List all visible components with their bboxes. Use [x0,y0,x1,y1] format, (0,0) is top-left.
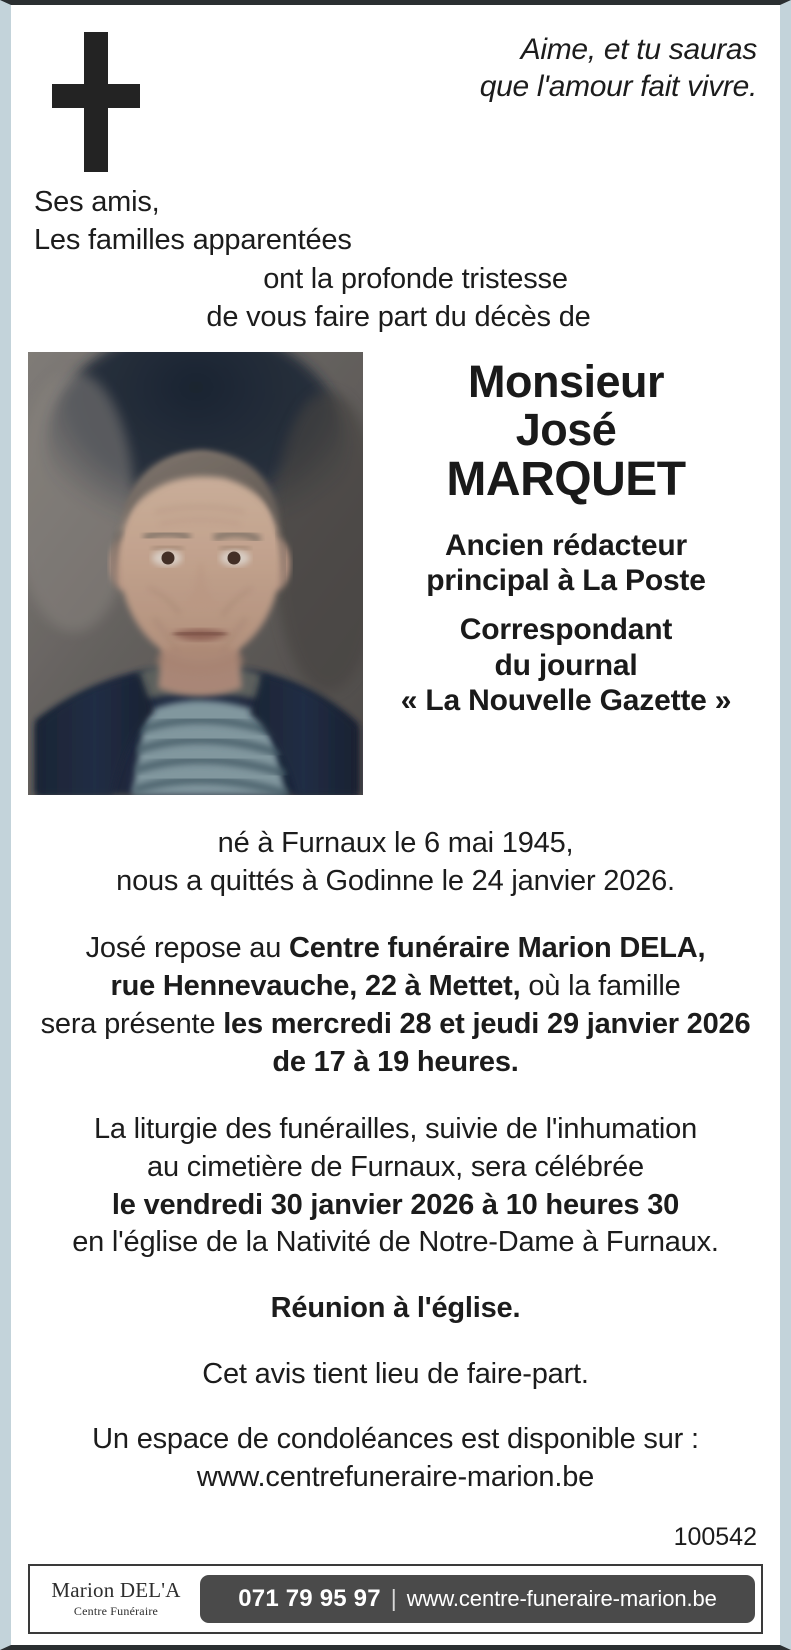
liturgy-line-1: La liturgie des funérailles, suivie de l'inhumation [93,1113,698,1146]
epitaph-line-1: Aime, et tu sauras [520,33,757,66]
reference-number: 100542 [673,1522,757,1551]
deceased-honorific: Monsieur [467,356,665,408]
epitaph-quote [480,31,757,105]
contact-website[interactable]: www.centre-funeraire-marion.be [406,1585,717,1611]
intro-line-friends: Ses amis, [34,186,160,218]
repose-mid-2: sera présente [40,1007,224,1040]
repose-paragraph [28,930,763,1081]
funeral-home-logo [36,1579,192,1619]
liturgy-paragraph [28,1111,763,1262]
cross-horizontal-bar [52,84,140,108]
intro-line-announce: de vous faire part du décès de [206,300,591,333]
correspondent-line-1: Correspondant [459,613,673,647]
birth-line: né à Furnaux le 6 mai 1945, [217,827,574,860]
deceased-surname: MARQUET [446,453,686,507]
correspondent-line-2: du journal [494,648,638,682]
contact-phone[interactable]: 071 79 95 97 [238,1584,381,1612]
visiting-days: les mercredi 28 et jeudi 29 janvier 2026 [223,1007,751,1040]
liturgy-church: en l'église de la Nativité de Notre-Dame à Furnaux. [72,1226,719,1259]
condolences-url[interactable]: www.centrefuneraire-marion.be [196,1461,595,1493]
portrait-and-name-row [28,352,763,795]
funeral-home-footer [28,1564,763,1634]
portrait-container [28,352,363,795]
liturgy-line-2: au cimetière de Furnaux, sera célébrée [147,1150,644,1183]
notice-header [28,5,763,183]
epitaph-line-2: que l'amour fait vivre. [479,70,757,104]
occupation-line-2: principal à La Poste [426,564,706,598]
logo-tagline: Centre Funéraire [73,1603,159,1618]
repose-venue: Centre funéraire Marion DELA, [288,932,706,965]
deceased-correspondent-role [369,612,763,718]
announcement-intro [28,183,763,336]
deceased-firstname: José [515,404,617,456]
contact-bar [200,1575,755,1623]
logo-company-name: Marion DEL'A [51,1577,181,1602]
deceased-name-block [363,352,763,719]
condolences-intro: Un espace de condoléances est disponible sur : [92,1423,699,1456]
intro-line-sorrow: ont la profonde tristesse [263,262,568,295]
visiting-hours: de 17 à 19 heures. [272,1045,519,1078]
deceased-occupation [369,528,763,599]
faire-part-note: Cet avis tient lieu de faire-part. [202,1357,589,1390]
deceased-portrait-photo [28,352,363,795]
reunion-note: Réunion à l'église. [270,1291,521,1324]
notice-inner [11,5,780,1645]
repose-lead: José repose au [85,932,289,965]
correspondent-newspaper: « La Nouvelle Gazette » [400,684,732,718]
liturgy-datetime: le vendredi 30 janvier 2026 à 10 heures 30 [111,1188,680,1221]
death-line: nous a quittés à Godinne le 24 janvier 2026. [116,864,675,897]
intro-line-families: Les familles apparentées [34,224,352,257]
contact-separator: | [390,1585,397,1612]
christian-cross-icon [52,32,140,172]
condolences-block [28,1421,763,1496]
repose-address: rue Hennevauche, 22 à Mettet, [110,970,521,1003]
occupation-line-1: Ancien rédacteur [445,528,687,562]
birth-death-dates [28,825,763,900]
repose-mid-1: où la famille [520,970,681,1003]
